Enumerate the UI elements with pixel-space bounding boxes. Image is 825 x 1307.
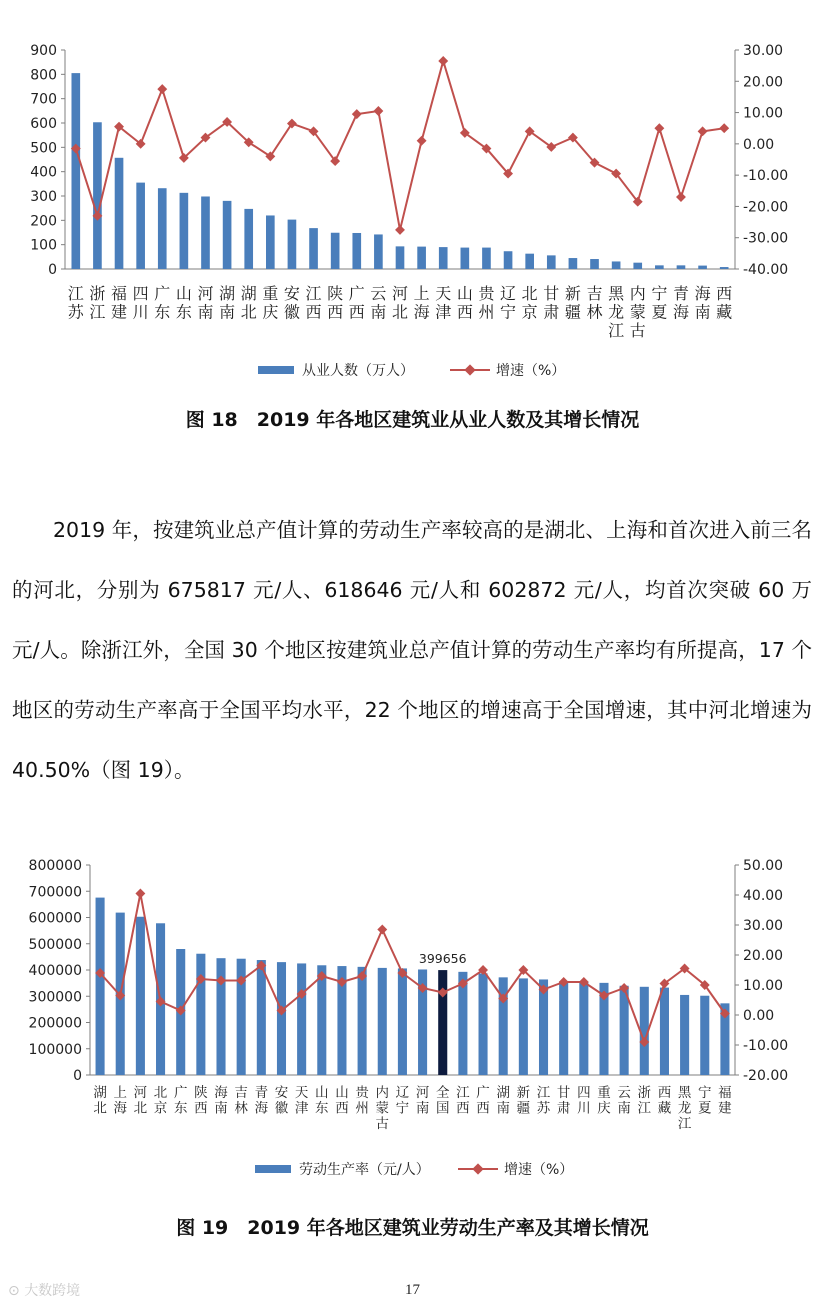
growth-line bbox=[100, 894, 725, 1043]
bar bbox=[519, 978, 528, 1075]
category-label: 云南 bbox=[370, 284, 387, 322]
growth-point bbox=[135, 889, 145, 899]
category-label: 江苏 bbox=[67, 284, 84, 322]
bar bbox=[439, 247, 448, 269]
category-label: 内蒙古 bbox=[375, 1085, 390, 1133]
left-tick-label: 400 bbox=[30, 164, 57, 181]
bar bbox=[266, 215, 275, 269]
left-tick-label: 900 bbox=[30, 43, 57, 59]
bar bbox=[136, 917, 145, 1075]
highlight-data-label: 399656 bbox=[418, 951, 467, 967]
category-label: 陕西 bbox=[327, 284, 344, 322]
category-label: 青海 bbox=[254, 1085, 269, 1117]
category-label: 山东 bbox=[175, 284, 192, 322]
category-label: 广西 bbox=[476, 1085, 490, 1117]
category-label: 黑龙江 bbox=[608, 284, 625, 340]
right-tick-label: 0.00 bbox=[743, 1008, 775, 1024]
growth-point bbox=[377, 925, 387, 935]
category-label: 四川 bbox=[132, 284, 149, 322]
left-tick-label: 800 bbox=[30, 67, 57, 84]
chart1-caption: 图 18 2019 年各地区建筑业从业人数及其增长情况 bbox=[185, 409, 640, 431]
bar bbox=[633, 263, 642, 269]
bar bbox=[698, 266, 707, 269]
category-label: 全国 bbox=[435, 1085, 450, 1117]
bar bbox=[352, 233, 361, 269]
category-label: 广东 bbox=[154, 284, 171, 322]
bar bbox=[677, 265, 686, 269]
category-label: 天津 bbox=[294, 1085, 309, 1117]
bar bbox=[700, 996, 709, 1075]
category-label: 甘肃 bbox=[556, 1085, 571, 1117]
growth-line bbox=[76, 61, 724, 230]
growth-point bbox=[719, 123, 729, 133]
category-label: 湖北 bbox=[240, 284, 257, 322]
chart1-legend bbox=[0, 359, 825, 381]
category-label: 广东 bbox=[173, 1085, 188, 1117]
bar bbox=[569, 258, 578, 269]
right-tick-label: -40.00 bbox=[743, 262, 789, 278]
bar bbox=[71, 73, 80, 269]
left-tick-label: 100 bbox=[30, 237, 57, 254]
category-label: 山西 bbox=[456, 284, 473, 322]
left-tick-label: 300000 bbox=[28, 989, 82, 1006]
chart2-legend-bar-label: 劳动生产率（元/人） bbox=[299, 1162, 430, 1178]
bar bbox=[660, 988, 669, 1075]
growth-point bbox=[676, 192, 686, 202]
left-tick-label: 600000 bbox=[28, 910, 82, 927]
left-tick-label: 100000 bbox=[28, 1041, 82, 1058]
category-label: 重庆 bbox=[262, 284, 279, 322]
bar bbox=[590, 259, 599, 269]
category-label: 内蒙古 bbox=[629, 284, 646, 340]
watermark-logo: ⊙ 大数跨境 bbox=[8, 1283, 81, 1299]
bar bbox=[180, 193, 189, 269]
bar bbox=[499, 977, 508, 1075]
category-label: 河北 bbox=[133, 1085, 148, 1117]
category-label: 黑龙江 bbox=[677, 1085, 692, 1133]
category-label: 贵州 bbox=[478, 284, 495, 322]
category-label: 四川 bbox=[577, 1085, 591, 1117]
category-label: 新疆 bbox=[564, 284, 581, 322]
category-label: 云南 bbox=[617, 1085, 631, 1117]
left-tick-label: 700000 bbox=[28, 884, 82, 901]
left-tick-label: 500000 bbox=[28, 936, 82, 953]
bar bbox=[438, 970, 447, 1075]
bar bbox=[378, 968, 387, 1075]
category-label: 海南 bbox=[694, 284, 711, 322]
category-label: 西藏 bbox=[657, 1085, 672, 1117]
employment-chart bbox=[0, 0, 825, 360]
category-label: 福建 bbox=[111, 284, 128, 322]
growth-point bbox=[698, 126, 708, 136]
bar bbox=[680, 995, 689, 1075]
bar bbox=[482, 248, 491, 269]
right-tick-label: 10.00 bbox=[743, 105, 784, 122]
category-label: 江西 bbox=[456, 1085, 470, 1117]
category-label: 辽宁 bbox=[395, 1085, 410, 1117]
right-tick-label: 30.00 bbox=[743, 918, 784, 934]
growth-point bbox=[352, 109, 362, 119]
line-legend-swatch bbox=[450, 359, 490, 381]
bar bbox=[196, 954, 205, 1075]
growth-point bbox=[395, 225, 405, 235]
category-label: 湖南 bbox=[496, 1085, 510, 1117]
growth-point bbox=[157, 84, 167, 94]
bar bbox=[525, 254, 534, 269]
bar-legend-swatch bbox=[255, 1165, 291, 1173]
bar bbox=[417, 247, 426, 269]
category-label: 安徽 bbox=[283, 284, 300, 322]
line-legend-swatch bbox=[458, 1158, 498, 1180]
watermark-text: 大数跨境 bbox=[24, 1283, 81, 1299]
category-label: 宁夏 bbox=[651, 284, 668, 322]
bar bbox=[93, 122, 102, 269]
category-label: 宁夏 bbox=[698, 1085, 712, 1117]
productivity-chart bbox=[0, 850, 825, 1150]
bar bbox=[398, 968, 407, 1075]
category-label: 广西 bbox=[348, 284, 365, 322]
bar bbox=[547, 255, 556, 269]
category-label: 天津 bbox=[435, 284, 452, 322]
chart2-legend-line-label: 增速（%） bbox=[504, 1162, 574, 1178]
left-tick-label: 300 bbox=[30, 189, 57, 205]
bar bbox=[461, 248, 470, 269]
category-label: 江西 bbox=[305, 284, 322, 322]
bar bbox=[317, 965, 326, 1075]
category-label: 河南 bbox=[197, 284, 214, 322]
right-tick-label: 50.00 bbox=[743, 858, 784, 874]
bar bbox=[655, 265, 664, 269]
bar bbox=[374, 234, 383, 269]
category-label: 安徽 bbox=[274, 1085, 289, 1117]
category-label: 上海 bbox=[413, 284, 430, 322]
category-label: 北京 bbox=[153, 1085, 168, 1117]
right-tick-label: -20.00 bbox=[743, 199, 789, 216]
category-label: 陕西 bbox=[194, 1085, 208, 1117]
bar bbox=[396, 246, 405, 269]
growth-point bbox=[373, 106, 383, 116]
category-label: 吉林 bbox=[234, 1085, 248, 1117]
left-tick-label: 200 bbox=[30, 213, 57, 230]
bar bbox=[96, 898, 105, 1075]
category-label: 辽宁 bbox=[500, 284, 517, 322]
bar bbox=[288, 220, 297, 269]
left-tick-label: 0 bbox=[48, 262, 57, 278]
bar bbox=[559, 981, 568, 1075]
right-tick-label: -10.00 bbox=[743, 168, 789, 185]
bar bbox=[309, 228, 318, 269]
bar bbox=[612, 261, 621, 269]
chart2-caption: 图 19 2019 年各地区建筑业劳动生产率及其增长情况 bbox=[176, 1217, 649, 1239]
right-tick-label: 30.00 bbox=[743, 43, 784, 59]
category-label: 山东 bbox=[315, 1085, 329, 1117]
category-label: 河北 bbox=[391, 284, 409, 322]
right-tick-label: 0.00 bbox=[743, 136, 775, 153]
bar bbox=[504, 251, 513, 269]
category-label: 上海 bbox=[113, 1085, 127, 1117]
bar-legend-swatch bbox=[258, 366, 294, 374]
right-tick-label: -20.00 bbox=[743, 1068, 789, 1084]
growth-point bbox=[438, 56, 448, 66]
bar bbox=[358, 967, 367, 1075]
left-tick-label: 0 bbox=[73, 1068, 82, 1084]
page-number: 17 bbox=[405, 1282, 420, 1298]
bar bbox=[158, 188, 167, 269]
right-tick-label: 10.00 bbox=[743, 978, 784, 994]
bar bbox=[115, 158, 124, 269]
category-label: 贵州 bbox=[355, 1085, 369, 1117]
bar bbox=[579, 982, 588, 1075]
category-label: 新疆 bbox=[516, 1085, 531, 1117]
category-label: 吉林 bbox=[586, 284, 603, 322]
category-label: 河南 bbox=[415, 1085, 430, 1117]
category-label: 重庆 bbox=[597, 1085, 611, 1117]
left-tick-label: 600 bbox=[30, 116, 57, 132]
left-tick-label: 800000 bbox=[28, 858, 82, 874]
category-label: 山西 bbox=[335, 1085, 349, 1117]
bar bbox=[201, 196, 210, 269]
bar bbox=[277, 962, 286, 1075]
category-label: 江苏 bbox=[536, 1085, 551, 1117]
right-tick-label: -10.00 bbox=[743, 1038, 789, 1054]
left-tick-label: 200000 bbox=[28, 1015, 82, 1032]
category-label: 湖北 bbox=[93, 1085, 107, 1117]
right-tick-label: -30.00 bbox=[743, 230, 789, 247]
bar bbox=[331, 233, 340, 269]
chart2-legend bbox=[0, 1158, 825, 1180]
bar bbox=[720, 267, 729, 269]
category-label: 北京 bbox=[521, 284, 538, 322]
category-label: 浙江 bbox=[637, 1085, 652, 1117]
right-tick-label: 20.00 bbox=[743, 74, 784, 91]
bar bbox=[297, 963, 306, 1075]
category-label: 湖南 bbox=[219, 284, 236, 322]
right-tick-label: 40.00 bbox=[743, 888, 784, 904]
category-label: 浙江 bbox=[89, 284, 106, 322]
category-label: 甘肃 bbox=[543, 284, 560, 322]
bar bbox=[244, 209, 253, 269]
category-label: 青海 bbox=[672, 284, 689, 322]
category-label: 海南 bbox=[214, 1085, 228, 1117]
category-label: 福建 bbox=[718, 1085, 732, 1117]
growth-point bbox=[654, 123, 664, 133]
bar bbox=[257, 960, 266, 1075]
bar bbox=[223, 201, 232, 269]
chart1-legend-line-label: 增速（%） bbox=[496, 363, 566, 379]
chart1-legend-bar-label: 从业人数（万人） bbox=[302, 363, 414, 379]
left-tick-label: 500 bbox=[30, 140, 57, 157]
right-tick-label: 20.00 bbox=[743, 948, 784, 964]
body-paragraph: 2019 年，按建筑业总产值计算的劳动生产率较高的是湖北、上海和首次进入前三名的河北，分别为 675817 元/人、618646 元/人和 602872 元/人，均首次突破 60 万元/人。除浙江外，全国 30 个地区按建筑业总产值计算的劳动生产率均有所提高，17 个地区的劳动生产率高于全国平均水平，22 个地区的增速高于全国增速，其中河北增速为 40.50%（图 19）。 bbox=[12, 518, 812, 782]
left-tick-label: 700 bbox=[30, 91, 57, 108]
category-label: 西藏 bbox=[716, 284, 733, 322]
growth-point bbox=[417, 136, 427, 146]
bar bbox=[136, 183, 145, 269]
left-tick-label: 400000 bbox=[28, 963, 82, 979]
bar bbox=[479, 973, 488, 1075]
